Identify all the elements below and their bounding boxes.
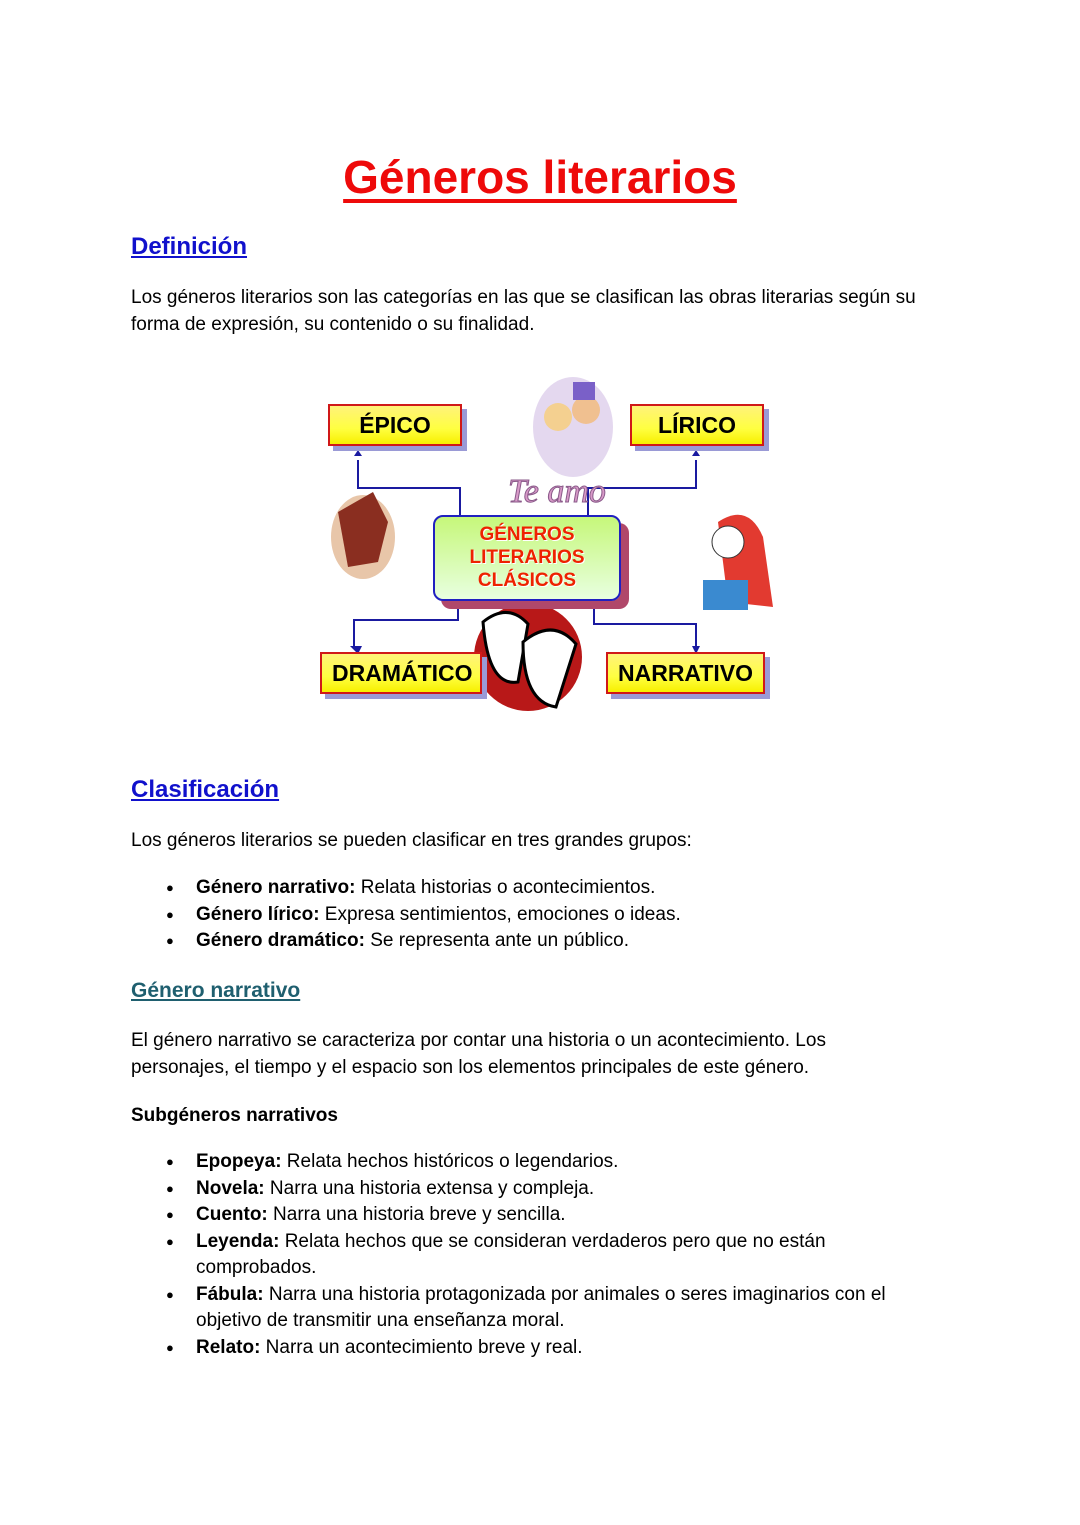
clasificacion-intro: Los géneros literarios se pueden clasificar en tres grandes grupos: — [131, 830, 692, 851]
heading-genero-narrativo: Género narrativo — [131, 979, 301, 1002]
list-item: ● Epopeya: Relata hechos históricos o legendarios. — [196, 1149, 931, 1176]
box-narrativo: NARRATIVO — [606, 652, 765, 694]
subgeneros-heading: Subgéneros narrativos — [131, 1105, 338, 1126]
heading-definicion: Definición — [131, 233, 248, 260]
heading-clasificacion: Clasificación — [131, 776, 280, 803]
list-item: ● Género lírico: Expresa sentimientos, emociones o ideas. — [196, 902, 996, 929]
center-line: GÉNEROS — [479, 524, 575, 545]
narrativo-text: El género narrativo se caracteriza por contar una historia o un acontecimiento. Los personajes, el tiempo y el espacio son los elementos principales de este género. — [131, 1030, 826, 1078]
list-item: ● Novela: Narra una historia extensa y compleja. — [196, 1176, 931, 1203]
theater-masks-icon — [474, 603, 582, 711]
list-item: ● Cuento: Narra una historia breve y sencilla. — [196, 1202, 931, 1229]
red-riding-hood-illustration — [703, 515, 773, 610]
list-item: ● Leyenda: Relata hechos que se consideran verdaderos pero que no están comprobados. — [196, 1229, 931, 1282]
generos-diagram — [318, 362, 788, 718]
knight-illustration — [331, 492, 395, 579]
list-item: ● Relato: Narra un acontecimiento breve y real. — [196, 1335, 931, 1362]
center-line: CLÁSICOS — [477, 570, 577, 591]
clasificacion-list — [131, 875, 996, 955]
definicion-text: Los géneros literarios son las categorías en las que se clasifican las obras literarias según su forma de expresión, su contenido o su finalidad. — [131, 287, 916, 335]
list-item: ● Fábula: Narra una historia protagonizada por animales o seres imaginarios con el objetivo de transmitir una enseñanza moral. — [196, 1282, 931, 1335]
te-amo-text: Te amo — [508, 473, 606, 510]
kids-illustration — [533, 377, 613, 477]
box-epico: ÉPICO — [328, 404, 462, 446]
page-title: Géneros literarios — [343, 151, 737, 203]
box-dramatico: DRAMÁTICO — [320, 652, 482, 694]
list-item: ● Género narrativo: Relata historias o acontecimientos. — [196, 875, 996, 902]
box-generos-clasicos — [433, 515, 621, 601]
subgeneros-list — [131, 1149, 931, 1361]
list-item: ● Género dramático: Se representa ante un público. — [196, 928, 996, 955]
center-line: LITERARIOS — [469, 547, 585, 568]
box-lirico: LÍRICO — [630, 404, 764, 446]
